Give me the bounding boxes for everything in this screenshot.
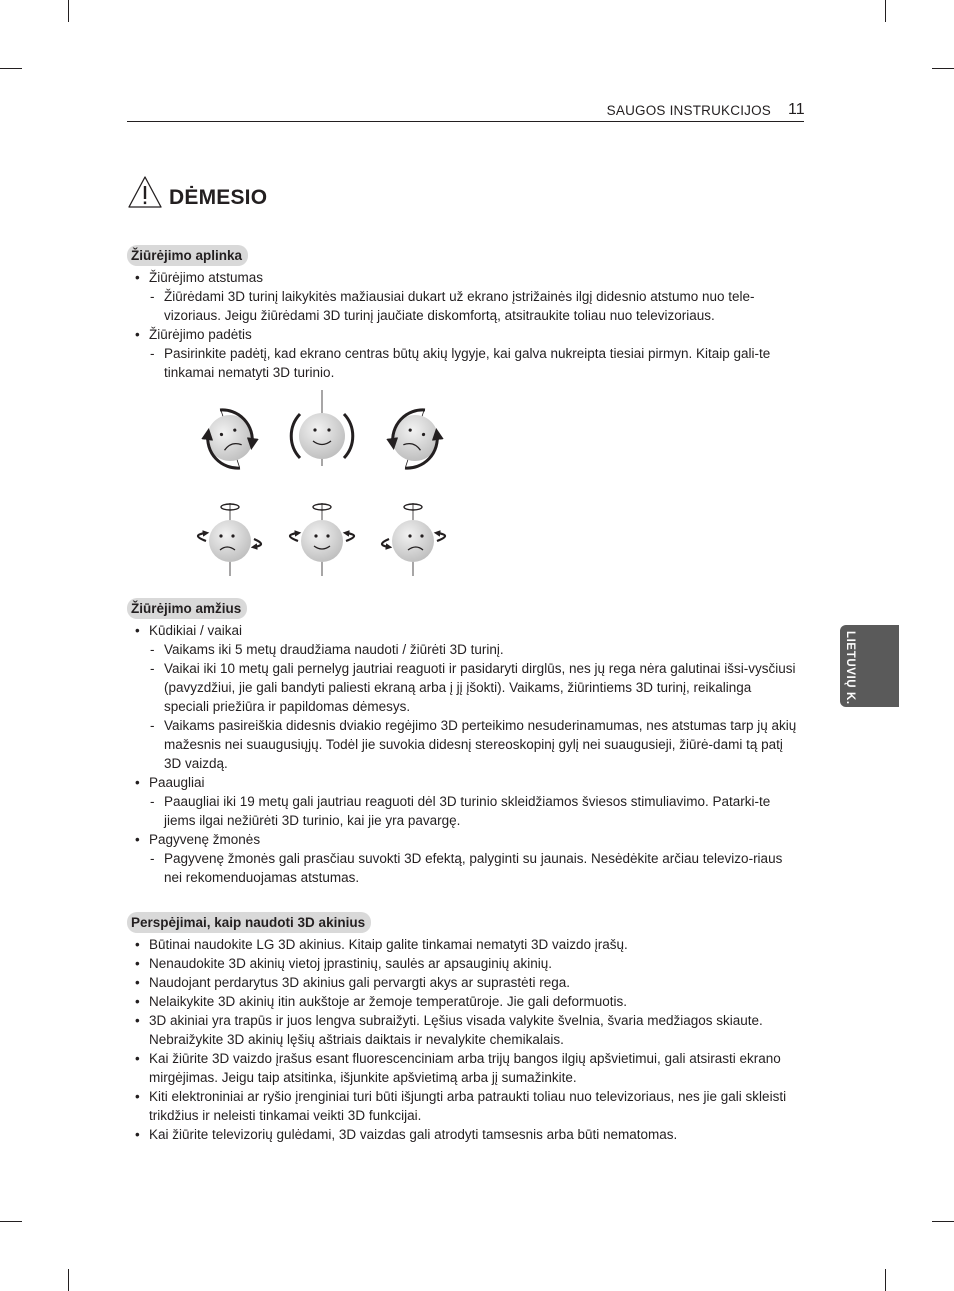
list-item: • Žiūrėjimo padėtis <box>127 325 807 344</box>
list-item: • Kūdikiai / vaikai <box>127 621 807 640</box>
caution-title: DĖMESIO <box>169 186 268 209</box>
straight-happy-face <box>291 390 353 466</box>
crop-mark <box>68 0 69 22</box>
list-item: • Pagyvenę žmonės <box>127 830 807 849</box>
sub-list-item: - Vaikams iki 5 metų draudžiama naudoti / žiūrėti 3D turinį. <box>127 640 807 659</box>
list-item: • Kai žiūrite televizorių gulėdami, 3D vaizdas gali atrodyti tamsesnis arba būti nematomas. <box>127 1125 807 1144</box>
glasses-warnings-list <box>127 935 807 1144</box>
sub-list-item: - Vaikams pasireiškia didesnis dviakio regėjimo 3D perteikimo nesuderinamumas, nes atstumas tarp jų akių mažesnis nei suaugusiųjų. Todėl jie suvokia didesnį stereoskopinį gylį nei suaugusieji, žiūrė-dami tą patį 3D vaizdą. <box>127 716 807 773</box>
viewing-environment-list <box>127 268 807 382</box>
list-item: • Kai žiūrite 3D vaizdo įrašus esant fluorescenciniam arba trijų bangos ilgių apšvietimui, gali atsirasti ekrano mirgėjimas. Jeigu taip atsitinka, išjunkite apšvietimą arba jį sumažinkite. <box>127 1049 807 1087</box>
crop-mark <box>885 1269 886 1291</box>
crop-mark <box>885 0 886 22</box>
turned-left-sad-face <box>198 503 261 576</box>
sub-list-item: - Paaugliai iki 19 metų gali jautriau reaguoti dėl 3D turinio skleidžiamos šviesos stimuliavimo. Patarki-te jiems ilgai nežiūrėti 3D turinio, kai jie yra pavargę. <box>127 792 807 830</box>
language-side-tab <box>840 625 899 707</box>
header-title: SAUGOS INSTRUKCIJOS <box>606 103 771 118</box>
viewing-position-illustration <box>180 388 470 580</box>
list-item: • Būtinai naudokite LG 3D akinius. Kitaip galite tinkamai nematyti 3D vaizdo įrašų. <box>127 935 807 954</box>
caution-heading <box>127 174 267 210</box>
section-heading-glasses-warnings: Perspėjimai, kaip naudoti 3D akinius <box>127 912 371 933</box>
crop-mark <box>0 1221 22 1222</box>
warning-triangle-icon <box>127 175 163 209</box>
list-item: • Nenaudokite 3D akinių vietoj įprastinių, saulės ar apsauginių akinių. <box>127 954 807 973</box>
list-item: • 3D akiniai yra trapūs ir juos lengva subraižyti. Lęšius visada valykite švelnia, švaria medžiagos skiaute. Nebraižykite 3D akinių lęšių aštriais daiktais ir nevalykite chemikalais. <box>127 1011 807 1049</box>
turned-right-sad-face <box>382 503 445 576</box>
crop-mark <box>0 68 22 69</box>
list-item: • Kiti elektroniniai ar ryšio įrenginiai turi būti išjungti arba patraukti toliau nuo televizoriaus, nes jie gali skleisti trikdžius ir neleisti tinkamai veikti 3D funkcijai. <box>127 1087 807 1125</box>
crop-mark <box>68 1269 69 1291</box>
section-heading-viewing-age: Žiūrėjimo amžius <box>127 598 247 619</box>
list-item: • Žiūrėjimo atstumas <box>127 268 807 287</box>
page-number: 11 <box>788 101 805 118</box>
sub-list-item: - Pagyvenę žmonės gali prasčiau suvokti 3D efektą, palyginti su jaunais. Nesėdėkite arčiau televizo-riaus nei rekomenduojamas atstumas. <box>127 849 807 887</box>
sub-list-item: - Vaikai iki 10 metų gali pernelyg jautriai reaguoti ir pasidaryti dirglūs, nes jų rega nėra galutinai išsi-vysčiusi (pavyzdžiui, jie gali bandyti paliesti ekraną arba į jį įšokti). Vaikams, žiūrintiems 3D turinį, reikalinga speciali priežiūra ir papildomas dėmesys. <box>127 659 807 716</box>
section-heading-viewing-environment: Žiūrėjimo aplinka <box>127 245 248 266</box>
sub-list-item: - Žiūrėdami 3D turinį laikykitės mažiausiai dukart už ekrano įstrižainės ilgį didesnio atstumo nuo tele-vizoriaus. Jeigu žiūrėdami 3D turinį jaučiate diskomfortą, atsitraukite toliau nuo televizoriaus. <box>127 287 807 325</box>
viewing-age-list <box>127 621 807 887</box>
header-divider <box>127 121 804 122</box>
sub-list-item: - Pasirinkite padėtį, kad ekrano centras būtų akių lygyje, kai galva nukreipta tiesiai pirmyn. Kitaip gali-te tinkamai nematyti 3D turinio. <box>127 344 807 382</box>
list-item: • Paaugliai <box>127 773 807 792</box>
list-item: • Nelaikykite 3D akinių itin aukštoje ar žemoje temperatūroje. Jie gali deformuotis. <box>127 992 807 1011</box>
straight-happy-face <box>290 503 354 576</box>
list-item: • Naudojant perdarytus 3D akinius gali pervargti akys ar suprastėti rega. <box>127 973 807 992</box>
crop-mark <box>932 68 954 69</box>
language-side-tab-label: LIETUVIŲ K. <box>844 631 856 705</box>
crop-mark <box>932 1221 954 1222</box>
